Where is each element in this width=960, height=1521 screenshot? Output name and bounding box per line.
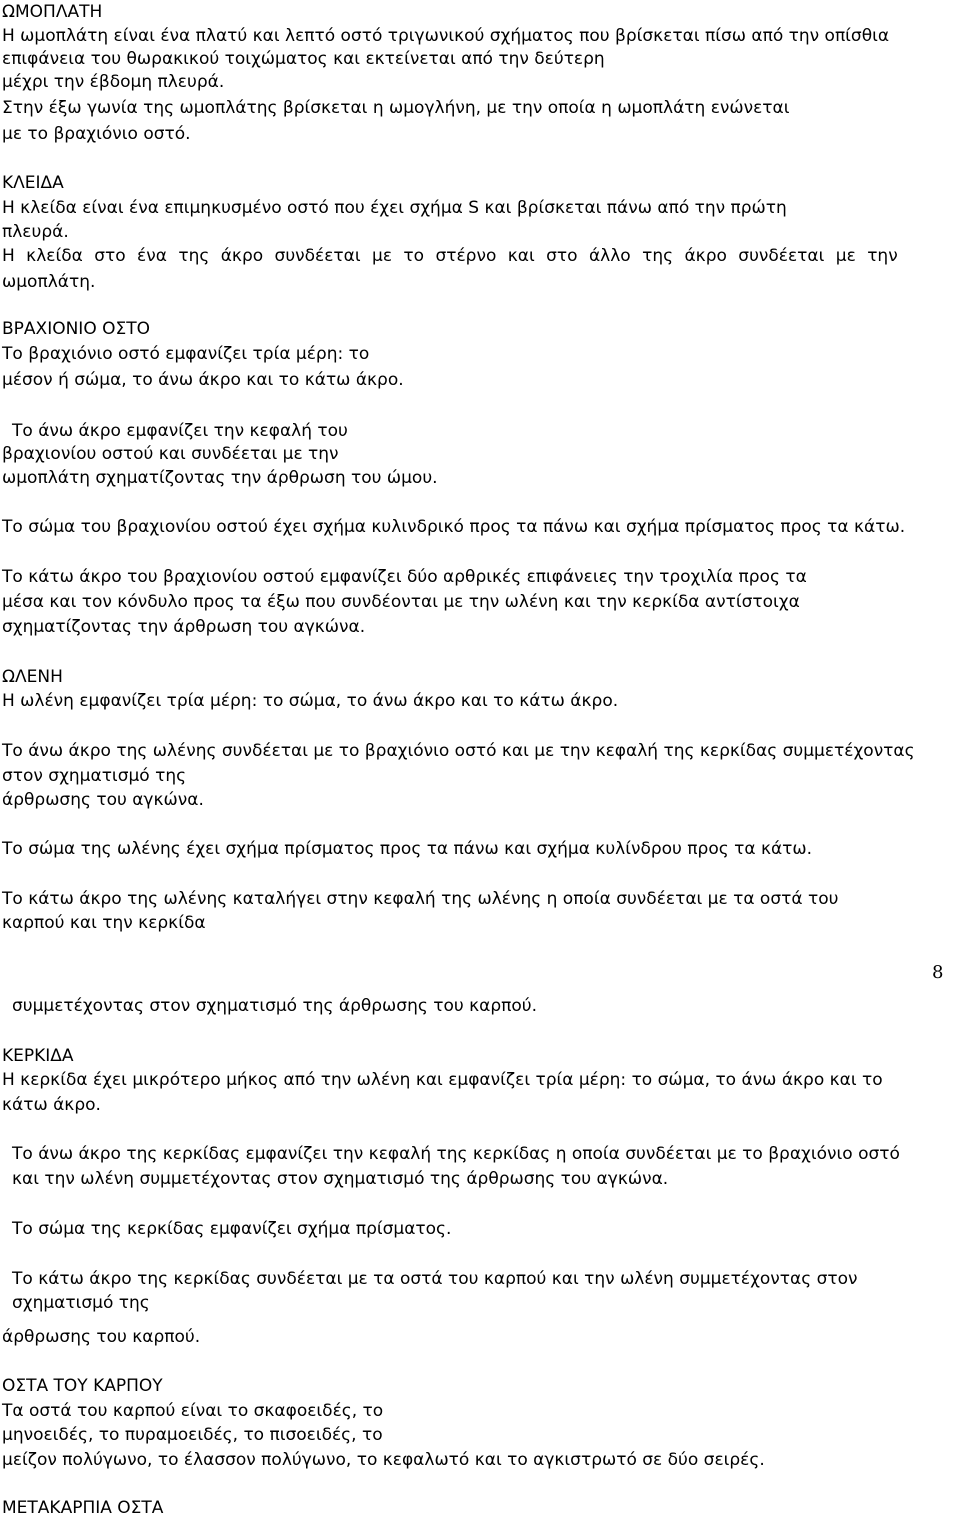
- paragraph-line: Το κάτω άκρο της ωλένης καταλήγει στην κεφαλή της ωλένης η οποία συνδέεται με τα οστά του: [2, 889, 839, 909]
- heading-scapula: ΩΜΟΠΛΑΤΗ: [2, 2, 103, 22]
- paragraph-line: Το άνω άκρο της ωλένης συνδέεται με το βραχιόνιο οστό και με την κεφαλή της κερκίδας συμμετέχοντας: [2, 741, 915, 761]
- paragraph-line: σχηματίζοντας την άρθρωση του αγκώνα.: [2, 617, 366, 637]
- paragraph-line: ωμοπλάτη.: [2, 272, 96, 292]
- paragraph-line: επιφάνεια του θωρακικού τοιχώματος και εκτείνεται από την δεύτερη: [2, 49, 605, 69]
- paragraph-line: σχηματισμό της: [12, 1293, 150, 1313]
- paragraph-line: πλευρά.: [2, 222, 69, 242]
- paragraph-line: Το κάτω άκρο της κερκίδας συνδέεται με τα οστά του καρπού και την ωλένη συμμετέχοντας στον: [12, 1269, 858, 1289]
- heading-clavicle: ΚΛΕΙΔΑ: [2, 173, 64, 193]
- paragraph-line: μέσα και τον κόνδυλο προς τα έξω που συνδέονται με την ωλένη και την κερκίδα αντίστοιχα: [2, 592, 800, 612]
- paragraph-line: Η ωλένη εμφανίζει τρία μέρη: το σώμα, το άνω άκρο και το κάτω άκρο.: [2, 691, 619, 711]
- paragraph-line: Η κερκίδα έχει μικρότερο μήκος από την ωλένη και εμφανίζει τρία μέρη: το σώμα, το άνω άκρο και το: [2, 1070, 883, 1090]
- heading-radius: ΚΕΡΚΙΔΑ: [2, 1046, 74, 1066]
- paragraph-line: μέσον ή σώμα, το άνω άκρο και το κάτω άκρο.: [2, 370, 404, 390]
- paragraph-line: Το σώμα της ωλένης έχει σχήμα πρίσματος προς τα πάνω και σχήμα κυλίνδρου προς τα κάτω.: [2, 839, 813, 859]
- paragraph-line: Η ωμοπλάτη είναι ένα πλατύ και λεπτό οστό τριγωνικού σχήματος που βρίσκεται πίσω από την οπίσθια: [2, 26, 890, 46]
- paragraph-line: συμμετέχοντας στον σχηματισμό της άρθρωσης του καρπού.: [12, 996, 537, 1016]
- paragraph-line: μείζον πολύγωνο, το έλασσον πολύγωνο, το κεφαλωτό και το αγκιστρωτό σε δύο σειρές.: [2, 1450, 765, 1470]
- paragraph-line: άρθρωσης του αγκώνα.: [2, 790, 204, 810]
- page-number: 8: [932, 962, 944, 983]
- paragraph-line: Η κλείδα στο ένα της άκρο συνδέεται με το στέρνο και στο άλλο της άκρο συνδέεται με την: [2, 246, 898, 266]
- paragraph-line: με το βραχιόνιο οστό.: [2, 124, 191, 144]
- paragraph-line: ωμοπλάτη σχηματίζοντας την άρθρωση του ώμου.: [2, 468, 438, 488]
- paragraph-line: άρθρωσης του καρπού.: [2, 1327, 201, 1347]
- paragraph-line: Το άνω άκρο της κερκίδας εμφανίζει την κεφαλή της κερκίδας η οποία συνδέεται με το βραχιόνιο οστό: [12, 1144, 900, 1164]
- paragraph-line: Στην έξω γωνία της ωμοπλάτης βρίσκεται η ωμογλήνη, με την οποία η ωμοπλάτη ενώνεται: [2, 98, 790, 118]
- paragraph-line: μηνοειδές, το πυραμοειδές, το πισοειδές, το: [2, 1425, 383, 1445]
- paragraph-line: καρπού και την κερκίδα: [2, 913, 206, 933]
- paragraph-line: βραχιονίου οστού και συνδέεται με την: [2, 444, 339, 464]
- paragraph-line: Το κάτω άκρο του βραχιονίου οστού εμφανίζει δύο αρθρικές επιφάνειες την τροχιλία προς τα: [2, 567, 807, 587]
- paragraph-line: Η κλείδα είναι ένα επιμηκυσμένο οστό που έχει σχήμα S και βρίσκεται πάνω από την πρώτη: [2, 198, 787, 218]
- paragraph-line: Το σώμα της κερκίδας εμφανίζει σχήμα πρίσματος.: [12, 1219, 452, 1239]
- heading-ulna: ΩΛΕΝΗ: [2, 667, 63, 687]
- heading-metacarpal-bones: ΜΕΤΑΚΑΡΠΙΑ ΟΣΤΑ: [2, 1498, 164, 1518]
- paragraph-line: Το άνω άκρο εμφανίζει την κεφαλή του: [12, 421, 348, 441]
- paragraph-line: Το σώμα του βραχιονίου οστού έχει σχήμα κυλινδρικό προς τα πάνω και σχήμα πρίσματος προς τα κάτω.: [2, 517, 906, 537]
- paragraph-line: και την ωλένη συμμετέχοντας στον σχηματισμό της άρθρωσης του αγκώνα.: [12, 1169, 669, 1189]
- heading-humerus: ΒΡΑΧΙΟΝΙΟ ΟΣΤΟ: [2, 319, 150, 339]
- paragraph-line: στον σχηματισμό της: [2, 766, 187, 786]
- paragraph-line: κάτω άκρο.: [2, 1095, 101, 1115]
- heading-carpal-bones: ΟΣΤΑ ΤΟΥ ΚΑΡΠΟΥ: [2, 1376, 163, 1396]
- paragraph-line: μέχρι την έβδομη πλευρά.: [2, 72, 225, 92]
- paragraph-line: Το βραχιόνιο οστό εμφανίζει τρία μέρη: το: [2, 344, 370, 364]
- paragraph-line: Τα οστά του καρπού είναι το σκαφοειδές, το: [2, 1401, 384, 1421]
